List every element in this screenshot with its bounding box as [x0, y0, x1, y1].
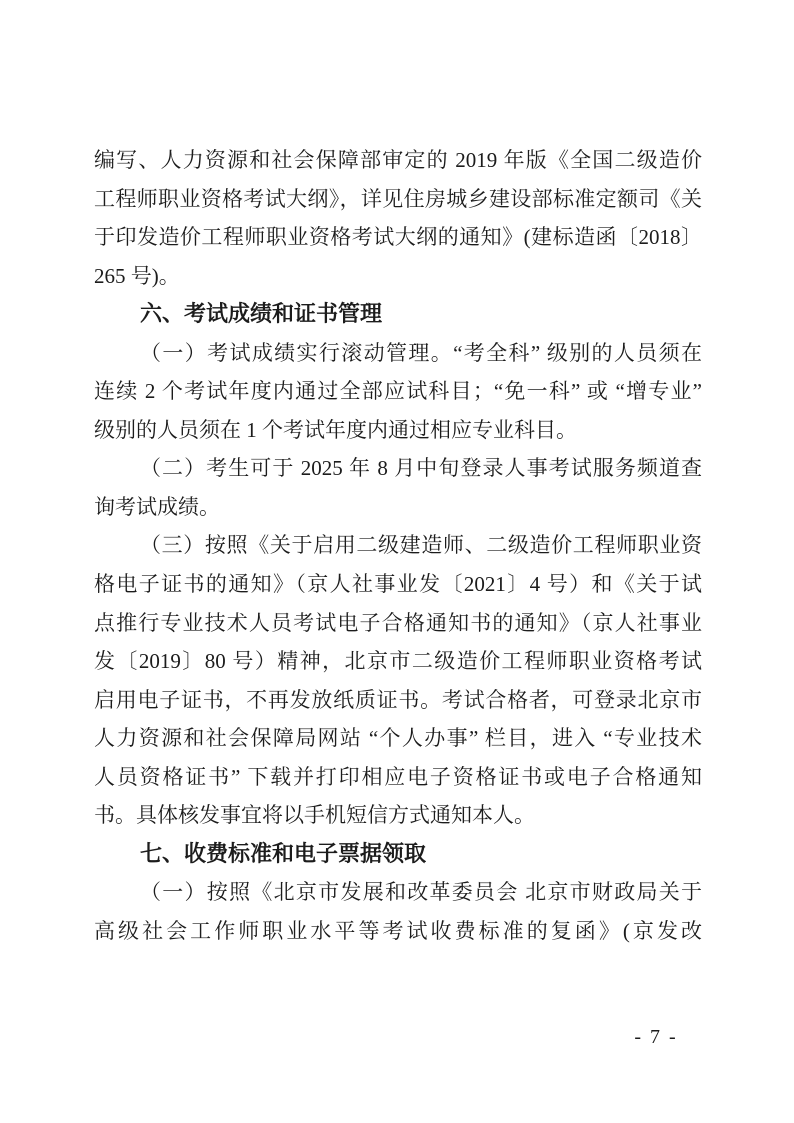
text-line: 格电子证书的通知》（京人社事业发〔2021〕4 号）和《关于试	[94, 572, 702, 597]
text-line: （一）按照《北京市发展和改革委员会 北京市财政局关于	[140, 880, 702, 905]
text-line: 编写、人力资源和社会保障部审定的 2019 年版《全国二级造价	[94, 148, 702, 172]
document-body	[94, 141, 702, 950]
section-heading-fees: 七、收费标准和电子票据领取	[140, 840, 427, 866]
text-line: 工程师职业资格考试大纲》，详见住房城乡建设部标准定额司《关	[94, 186, 702, 211]
section-heading-exam-results: 六、考试成绩和证书管理	[140, 301, 383, 327]
text-line: 发〔2019〕80 号）精神，北京市二级造价工程师职业资格考试	[94, 649, 702, 674]
text-line: 人力资源和社会保障局网站 “个人办事” 栏目，进入 “专业技术	[94, 726, 702, 751]
page-number: - 7 -	[634, 1026, 678, 1048]
text-line: 于印发造价工程师职业资格考试大纲的通知》(建标造函〔2018〕	[94, 225, 702, 250]
text-line: 高级社会工作师职业水平等考试收费标准的复函》(京发改	[94, 918, 702, 943]
text-line: （二）考生可于 2025 年 8 月中旬登录人事考试服务频道查	[140, 456, 702, 481]
text-line: 书。具体核发事宜将以手机短信方式通知本人。	[94, 803, 535, 828]
text-line: 询考试成绩。	[94, 494, 220, 519]
text-line: 启用电子证书，不再发放纸质证书。考试合格者，可登录北京市	[94, 687, 702, 712]
text-line: （三）按照《关于启用二级建造师、二级造价工程师职业资	[140, 533, 702, 558]
text-line: 人员资格证书” 下载并打印相应电子资格证书或电子合格通知	[94, 764, 702, 789]
text-line: 点推行专业技术人员考试电子合格通知书的通知》（京人社事业	[94, 610, 702, 635]
text-line: 连续 2 个考试年度内通过全部应试科目；“免一科” 或 “增专业”	[94, 379, 702, 404]
text-line: 265 号)。	[94, 263, 180, 288]
text-line: 级别的人员须在 1 个考试年度内通过相应专业科目。	[94, 417, 577, 442]
text-line: （一）考试成绩实行滚动管理。“考全科” 级别的人员须在	[140, 340, 702, 365]
